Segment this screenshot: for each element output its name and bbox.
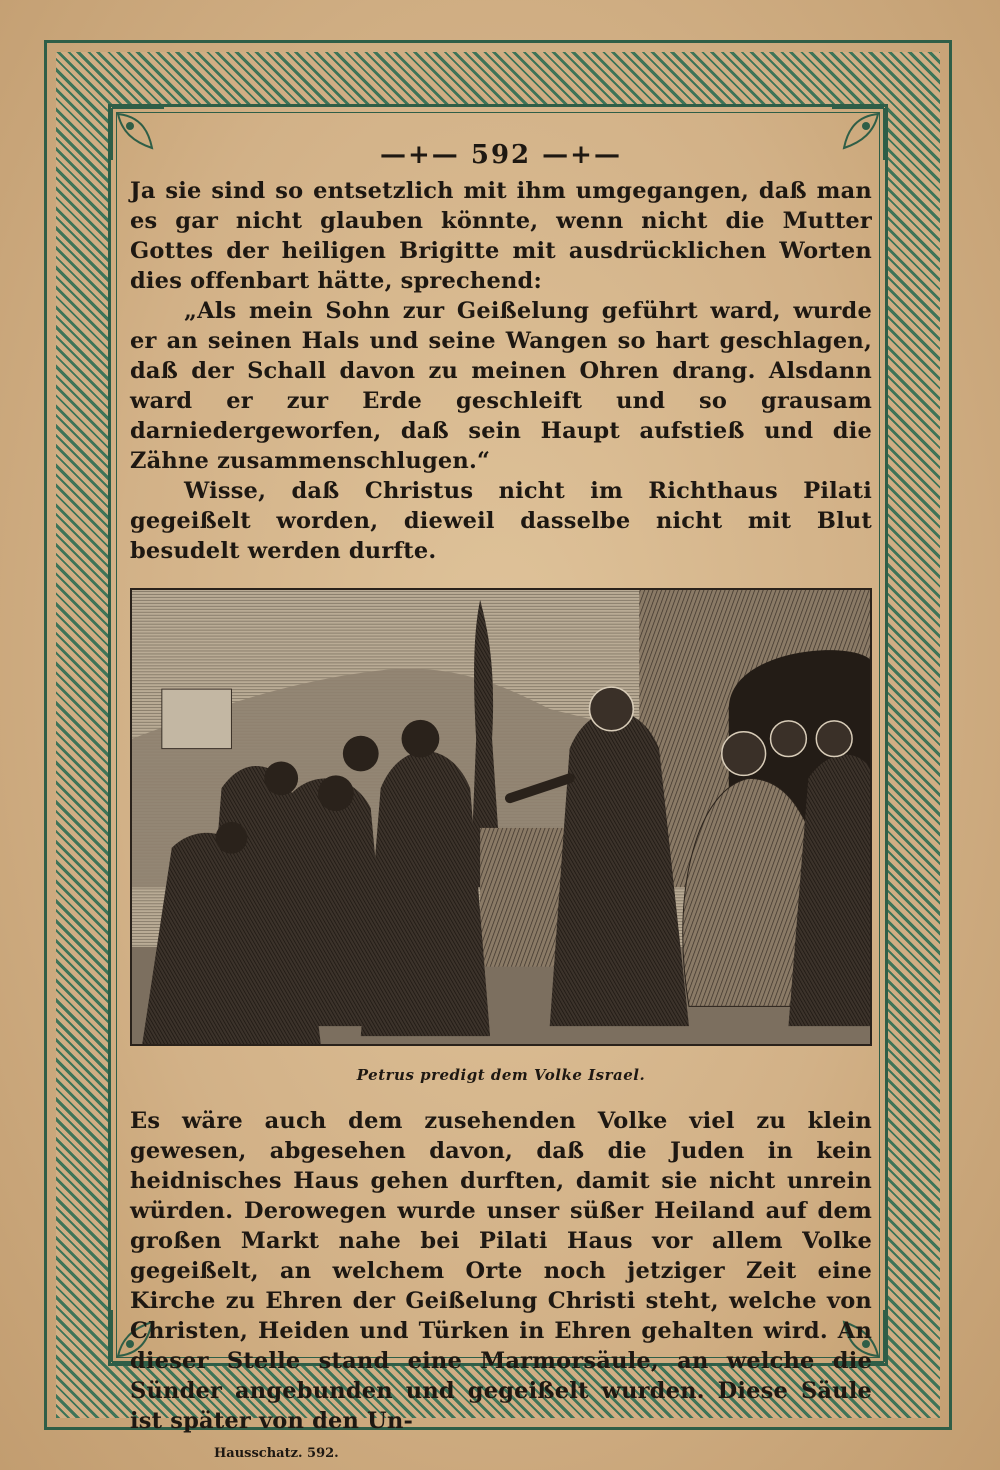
paragraph-quote: „Als mein Sohn zur Geißelung geführt ward, wurde er an seinen Hals und seine Wangen so hart geschlagen, daß der Schall davon zu meinen Ohren drang. Alsdann ward er zur Erde geschleift und so grausam darniedergeworfen, daß sein Haupt aufstieß und die Zähne zusammenschlugen.“ <box>130 298 872 474</box>
text-block-bottom <box>130 1106 872 1436</box>
figure-caption: Petrus predigt dem Volke Israel. <box>356 1066 646 1084</box>
text-block-top <box>130 176 872 566</box>
paragraph: Wisse, daß Christus nicht im Richthaus Pilati gegeißelt worden, dieweil dasselbe nicht mit Blut besudelt werden durfte. <box>130 478 872 564</box>
paragraph: Es wäre auch dem zusehenden Volke viel zu klein gewesen, abgesehen davon, daß die Juden in kein heidnisches Haus gehen durften, damit sie nicht unrein würden. Derowegen wurde unser süßer Heiland auf dem großen Markt nahe bei Pilati Haus vor allem Volke gegeißelt, an welchem Orte noch jetziger Zeit eine Kirche zu Ehren der Geißelung Christi steht, welche von Christen, Heiden und Türken in Ehren gehalten wird. An dieser Stelle stand eine Marmorsäule, an welche die Sünder angebunden und gegeißelt wurden. Diese Säule ist später von den Un- <box>130 1108 872 1434</box>
print-signature: Hausschatz. 592. <box>214 1446 339 1461</box>
engraving-scene <box>132 590 870 1044</box>
paragraph: Ja sie sind so entsetzlich mit ihm umgegangen, daß man es gar nicht glauben könnte, wenn nicht die Mutter Gottes der heiligen Brigitte mit ausdrücklichen Worten dies offenbart hätte, sprechend: <box>130 178 872 294</box>
page-number: —+— 592 —+— <box>380 140 622 170</box>
page-content <box>130 140 872 1461</box>
engraving-illustration <box>130 588 872 1046</box>
